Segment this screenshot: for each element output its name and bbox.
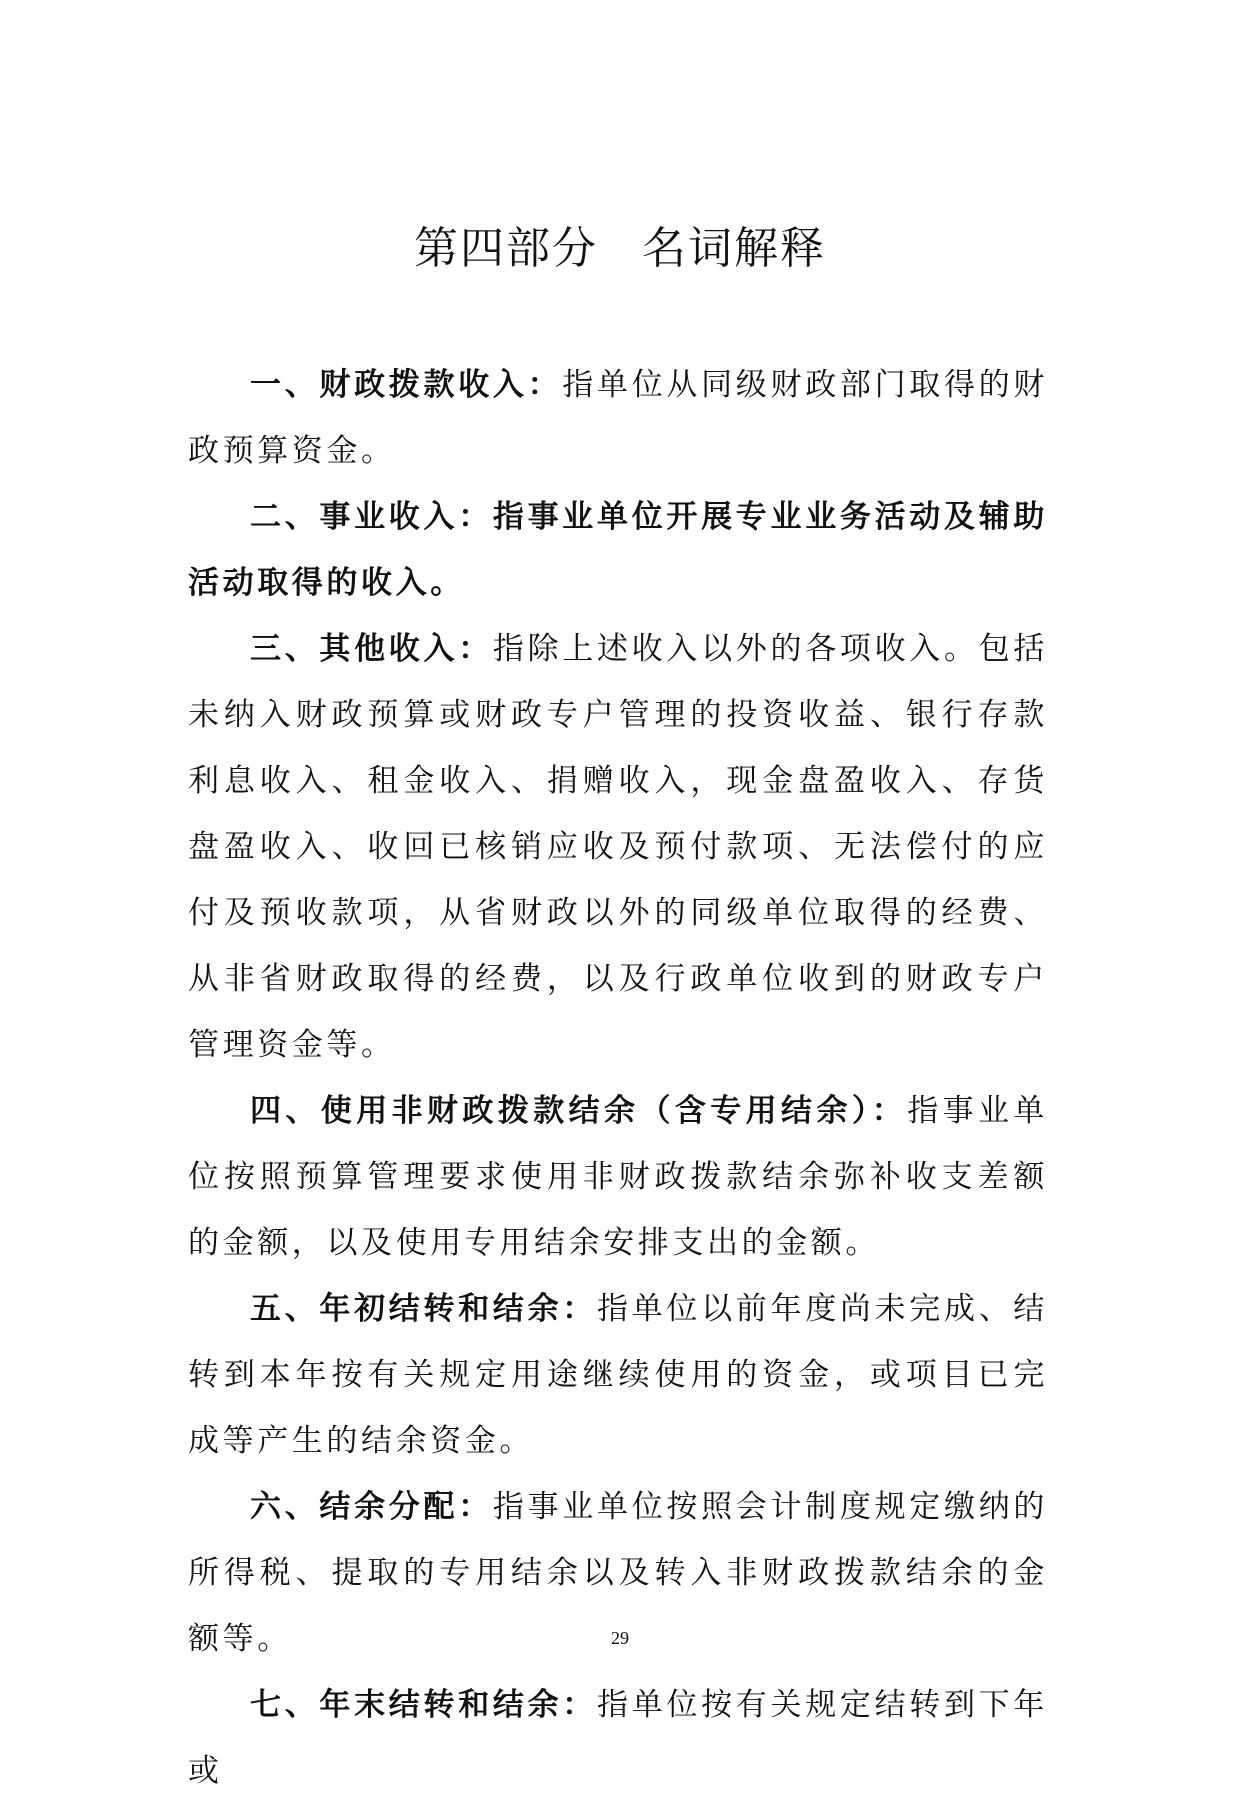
definition-paragraph-7	[188, 1672, 1048, 1804]
definition-paragraph-4	[188, 1078, 1048, 1276]
title-name: 名词解释	[642, 223, 826, 274]
definition-term: 五、年初结转和结余：	[250, 1291, 597, 1327]
page-number: 29	[611, 1628, 629, 1648]
definition-paragraph-3	[188, 616, 1048, 1078]
definition-paragraph-2	[188, 484, 1048, 616]
definition-paragraph-1	[188, 352, 1048, 484]
definition-term: 二、事业收入：	[250, 499, 493, 535]
definition-term: 七、年末结转和结余：	[250, 1687, 597, 1723]
definition-paragraph-5	[188, 1276, 1048, 1474]
definition-text: 指单位以前年度尚未完成、结转到本年按有关规定用途继续使用的资金，或项目已完成等产生的结余资金。	[188, 1291, 1048, 1459]
page-title	[0, 212, 1240, 276]
definitions-body	[188, 352, 1048, 1804]
definition-term: 一、财政拨款收入：	[250, 367, 563, 403]
definition-term: 四、使用非财政拨款结余（含专用结余）：	[250, 1093, 908, 1129]
definition-text: 指单位按有关规定结转到下年或	[188, 1687, 1048, 1789]
title-part: 第四部分	[414, 223, 598, 274]
definition-term: 三、其他收入：	[250, 631, 493, 667]
definition-text: 指事业单位按照会计制度规定缴纳的所得税、提取的专用结余以及转入非财政拨款结余的金额等。	[188, 1489, 1048, 1657]
definition-text: 指单位从同级财政部门取得的财政预算资金。	[188, 367, 1048, 469]
definition-text: 指事业单位按照预算管理要求使用非财政拨款结余弥补收支差额的金额，以及使用专用结余安排支出的金额。	[188, 1093, 1048, 1261]
definition-text: 指除上述收入以外的各项收入。包括未纳入财政预算或财政专户管理的投资收益、银行存款利息收入、租金收入、捐赠收入，现金盘盈收入、存货盘盈收入、收回已核销应收及预付款项、无法偿付的应付及预收款项，从省财政以外的同级单位取得的经费、从非省财政取得的经费，以及行政单位收到的财政专户管理资金等。	[188, 631, 1048, 1063]
definition-term: 六、结余分配：	[250, 1489, 493, 1525]
definition-text: 指事业单位开展专业业务活动及辅助活动取得的收入。	[188, 499, 1048, 601]
